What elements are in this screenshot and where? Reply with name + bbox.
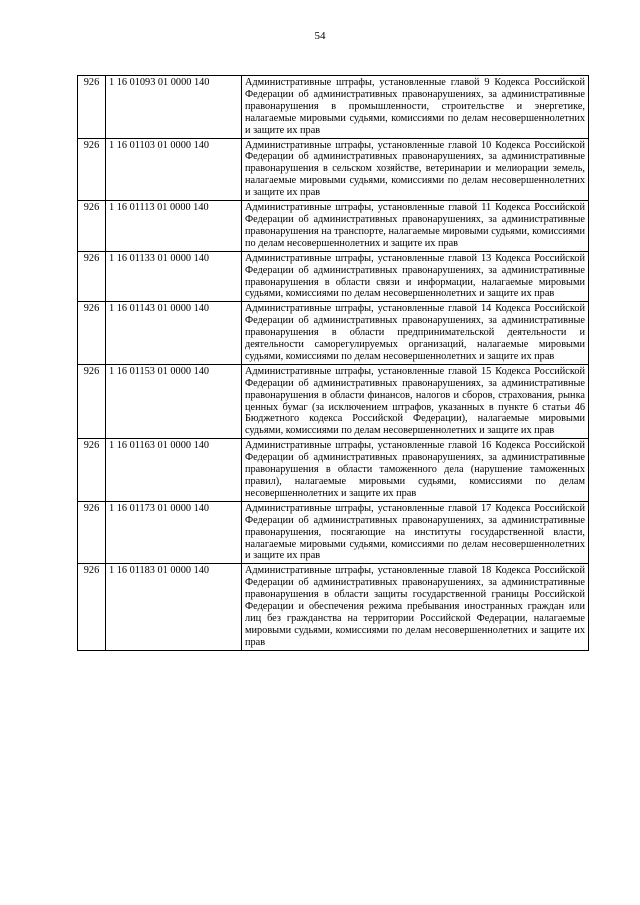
description-cell: Административные штрафы, установленные главой 16 Кодекса Российской Федерации об административных правонарушениях, за административные правонарушения в области таможенного дела (нарушение таможенных правил), налагаемые мировыми судьями, комиссиями по делам несовершеннолетних и защите их прав (242, 439, 589, 502)
description-cell: Административные штрафы, установленные главой 17 Кодекса Российской Федерации об административных правонарушениях, за административные правонарушения, посягающие на институты государственной власти, налагаемые мировыми судьями, комиссиями по делам несовершеннолетних и защите их прав (242, 501, 589, 564)
kbk-code-cell: 1 16 01103 01 0000 140 (106, 138, 242, 201)
admin-code-cell: 926 (78, 76, 106, 139)
admin-code-cell: 926 (78, 138, 106, 201)
kbk-code-cell: 1 16 01143 01 0000 140 (106, 302, 242, 365)
description-cell: Административные штрафы, установленные главой 18 Кодекса Российской Федерации об административных правонарушениях, за административные правонарушения в области защиты государственной границы Российской Федерации и обеспечения режима пребывания иностранных граждан или лиц без гражданства на территории Российской Федерации, налагаемые мировыми судьями, комиссиями по делам несовершеннолетних и защите их прав (242, 564, 589, 650)
admin-code-cell: 926 (78, 201, 106, 252)
kbk-code-cell: 1 16 01183 01 0000 140 (106, 564, 242, 650)
admin-code-cell: 926 (78, 564, 106, 650)
admin-code-cell: 926 (78, 439, 106, 502)
table-row (78, 201, 589, 252)
description-cell: Административные штрафы, установленные главой 9 Кодекса Российской Федерации об административных правонарушениях, за административные правонарушения в промышленности, строительстве и энергетике, налагаемые мировыми судьями, комиссиями по делам несовершеннолетних и защите их прав (242, 76, 589, 139)
description-cell: Административные штрафы, установленные главой 11 Кодекса Российской Федерации об административных правонарушениях, за административные правонарушения на транспорте, налагаемые мировыми судьями, комиссиями по делам несовершеннолетних и защите их прав (242, 201, 589, 252)
description-cell: Административные штрафы, установленные главой 10 Кодекса Российской Федерации об административных правонарушениях, за административные правонарушения в сельском хозяйстве, ветеринарии и мелиорации земель, налагаемые мировыми судьями, комиссиями по делам несовершеннолетних и защите их прав (242, 138, 589, 201)
table-row (78, 302, 589, 365)
table-row (78, 439, 589, 502)
kbk-code-cell: 1 16 01133 01 0000 140 (106, 251, 242, 302)
page-number: 54 (314, 30, 326, 42)
admin-code-cell: 926 (78, 364, 106, 438)
description-cell: Административные штрафы, установленные главой 14 Кодекса Российской Федерации об административных правонарушениях, за административные правонарушения в области предпринимательской деятельности и деятельности саморегулируемых организаций, налагаемые мировыми судьями, комиссиями по делам несовершеннолетних и защите их прав (242, 302, 589, 365)
description-cell: Административные штрафы, установленные главой 13 Кодекса Российской Федерации об административных правонарушениях, за административные правонарушения в области связи и информации, налагаемые мировыми судьями, комиссиями по делам несовершеннолетних и защите их прав (242, 251, 589, 302)
table-row (78, 251, 589, 302)
kbk-code-cell: 1 16 01163 01 0000 140 (106, 439, 242, 502)
admin-code-cell: 926 (78, 302, 106, 365)
kbk-code-cell: 1 16 01153 01 0000 140 (106, 364, 242, 438)
kbk-code-cell: 1 16 01113 01 0000 140 (106, 201, 242, 252)
admin-code-cell: 926 (78, 501, 106, 564)
budget-codes-table (77, 75, 589, 651)
kbk-code-cell: 1 16 01093 01 0000 140 (106, 76, 242, 139)
kbk-code-cell: 1 16 01173 01 0000 140 (106, 501, 242, 564)
table-row (78, 138, 589, 201)
table-row (78, 76, 589, 139)
table-row (78, 564, 589, 650)
description-cell: Административные штрафы, установленные главой 15 Кодекса Российской Федерации об административных правонарушениях, за административные правонарушения в области финансов, налогов и сборов, страхования, рынка ценных бумаг (за исключением штрафов, указанных в пункте 6 статьи 46 Бюджетного кодекса Российской Федерации), налагаемые мировыми судьями, комиссиями по делам несовершеннолетних и защите их прав (242, 364, 589, 438)
admin-code-cell: 926 (78, 251, 106, 302)
table-row (78, 364, 589, 438)
table-row (78, 501, 589, 564)
